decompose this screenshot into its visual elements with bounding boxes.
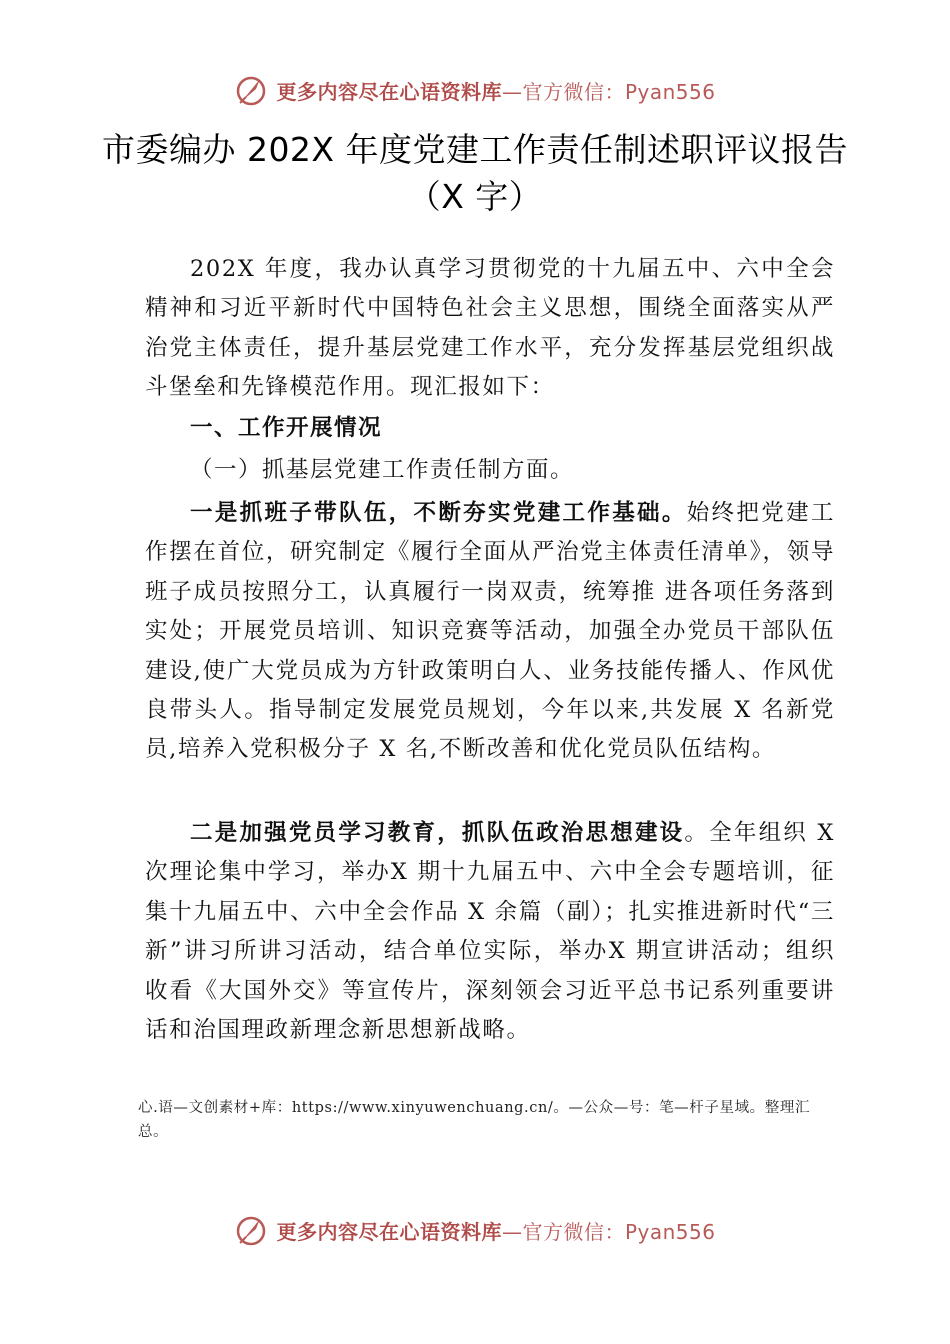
- source-footnote: 心.语—文创素材+库：https://www.xinyuwenchuang.cn/。—公众—号：笔—杆子星域。整理汇总。: [138, 1100, 811, 1140]
- point-two-lead: 二是加强党员学习教育，抓队伍政治思想建设: [190, 820, 685, 846]
- point-one-body: 始终把党建工作摆在首位，研究制定《履行全面从严治党主体责任清单》，领导班子成员按照分工，认真履行一岗双责，统筹推 进各项任务落到实处；开展党员培训、知识竞赛等活动，加强全办党员干部队伍建设,使广大党员成为方针政策明白人、业务技能传播人、作风优良带头人。指导制定发展党员规划，今年以来,共发展 X 名新党员,培养入党积极分子 X 名,不断改善和优化党员队伍结构。: [145, 500, 835, 763]
- point-two-paragraph: [145, 814, 835, 1050]
- banner-lead: 更多内容尽在心语资料库: [276, 1219, 502, 1244]
- section-heading: 一、工作开展情况: [190, 415, 383, 441]
- point-two-body: 。全年组织 X 次理论集中学习，举办X 期十九届五中、六中全会专题培训，征集十九届五中、六中全会作品 X 余篇（副）；扎实推进新时代“三新”讲习所讲习活动，结合单位实际，举办X 期宣讲活动；组织收看《大国外交》等宣传片，深刻领会习近平总书记系列重要讲话和治国理政新理念新思想新战略。: [145, 820, 835, 1044]
- document-title: 市委编办 202X 年度党建工作责任制述职评议报告（X 字）: [101, 130, 849, 216]
- bottom-banner: [0, 1210, 950, 1250]
- banner-text: [276, 76, 715, 105]
- point-one-lead: 一是抓班子带队伍，不断夯实党建工作基础。: [190, 500, 687, 526]
- quill-logo-icon: [234, 73, 268, 107]
- banner-text: [276, 1216, 715, 1245]
- banner-rest: —官方微信：Pyan556: [501, 79, 716, 104]
- banner-rest: —官方微信：Pyan556: [501, 1219, 716, 1244]
- top-banner: [0, 70, 950, 110]
- subsection-heading: （一）抓基层党建工作责任制方面。: [190, 457, 575, 483]
- quill-logo-icon: [234, 1213, 268, 1247]
- intro-paragraph: 202X 年度，我办认真学习贯彻党的十九届五中、六中全会精神和习近平新时代中国特色社会主义思想，围绕全面落实从严治党主体责任，提升基层党建工作水平，充分发挥基层党组织战斗堡垒和先锋模范作用。现汇报如下：: [145, 256, 835, 401]
- banner-lead: 更多内容尽在心语资料库: [276, 79, 502, 104]
- point-one-paragraph: [145, 494, 835, 770]
